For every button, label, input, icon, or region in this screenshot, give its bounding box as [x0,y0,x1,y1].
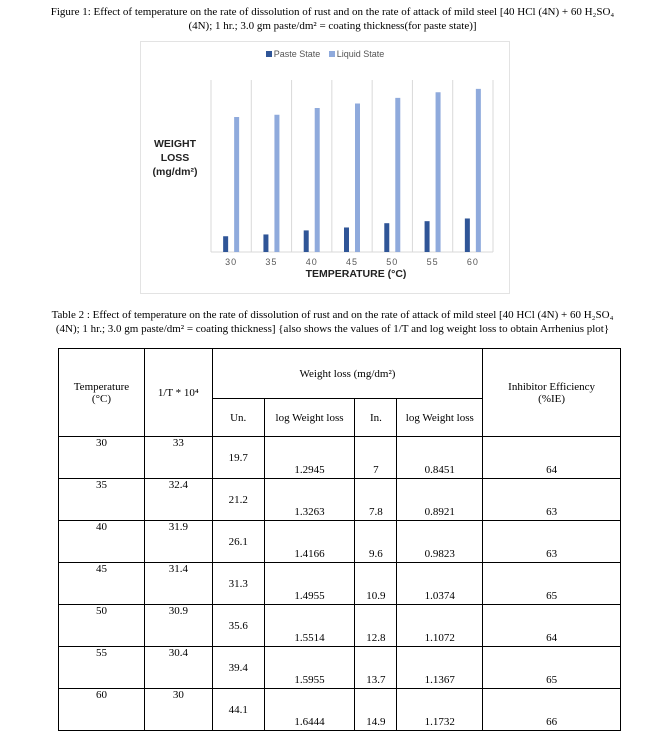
cell-ie: 66 [483,689,621,731]
cell-temperature: 30 [59,437,145,479]
header-temperature [59,349,145,437]
x-tick-label: 55 [426,257,439,267]
y-axis-label-line: (mg/dm²) [152,166,198,178]
legend-label-paste: Paste State [273,49,321,59]
bar-paste-state [384,223,389,252]
header-log-in: log Weight loss [397,399,483,437]
header-inhibitor-efficiency [483,349,621,437]
x-tick-label: 35 [265,257,278,267]
cell-log-in: 1.1072 [397,605,483,647]
cell-in: 10.9 [355,563,397,605]
x-tick-label: 60 [466,257,479,267]
cell-ie: 64 [483,605,621,647]
cell-inverse-t: 33 [144,437,212,479]
bar-liquid-state [476,89,481,252]
cell-in: 7 [355,437,397,479]
header-ie-label: Inhibitor Efficiency [508,380,596,393]
cell-in: 13.7 [355,647,397,689]
cell-inverse-t: 30.9 [144,605,212,647]
cell-inverse-t: 30.4 [144,647,212,689]
table-row [59,563,621,605]
table-caption-line-1: Table 2 : Effect of temperature on the rate of dissolution of rust and on the rate of attack of mild steel [40 HCl (4N) + 60 H₂SO₄ [51,309,614,321]
cell-log-un: 1.5514 [264,605,355,647]
cell-in: 14.9 [355,689,397,731]
legend-label-liquid: Liquid State [336,49,385,59]
cell-log-in: 1.1732 [397,689,483,731]
cell-log-in: 0.8921 [397,479,483,521]
cell-temperature: 35 [59,479,145,521]
cell-ie: 63 [483,479,621,521]
bar-paste-state [304,230,309,252]
header-temperature-label: Temperature [73,380,130,393]
cell-log-in: 1.1367 [397,647,483,689]
table-row [59,521,621,563]
table-row [59,689,621,731]
header-in: In. [355,399,397,437]
table-row [59,479,621,521]
y-axis-label-line: LOSS [160,152,190,164]
cell-temperature: 45 [59,563,145,605]
cell-un: 44.1 [212,689,264,731]
x-tick-label: 40 [305,257,318,267]
figure-caption-line-1: Figure 1: Effect of temperature on the rate of dissolution of rust and on the rate of attack of mild steel [40 HCl (4N) + 60 H₂SO₄ [50,6,615,18]
cell-un: 31.3 [212,563,264,605]
results-table [58,348,621,731]
header-temperature-unit: (°C) [91,392,111,405]
cell-log-in: 0.8451 [397,437,483,479]
cell-log-in: 1.0374 [397,563,483,605]
header-weight-loss: Weight loss (mg/dm²) [212,349,482,399]
bar-liquid-state [274,115,279,252]
bar-paste-state [344,227,349,252]
cell-ie: 64 [483,437,621,479]
bar-paste-state [465,218,470,252]
cell-temperature: 40 [59,521,145,563]
bar-liquid-state [436,92,441,252]
cell-un: 19.7 [212,437,264,479]
cell-temperature: 50 [59,605,145,647]
cell-log-un: 1.3263 [264,479,355,521]
chart-plot-area [141,42,509,293]
cell-inverse-t: 31.9 [144,521,212,563]
cell-in: 9.6 [355,521,397,563]
bar-paste-state [263,234,268,252]
table-caption-line-2: (4N); 1 hr.; 3.0 gm paste/dm² = coating thickness] {also shows the values of 1/T and log weight loss to obtain Arrhenius plot} [55,323,610,335]
cell-log-un: 1.6444 [264,689,355,731]
bar-liquid-state [234,117,239,252]
cell-inverse-t: 31.4 [144,563,212,605]
cell-log-un: 1.2945 [264,437,355,479]
cell-log-in: 0.9823 [397,521,483,563]
cell-temperature: 55 [59,647,145,689]
header-row [59,349,621,399]
x-tick-label: 30 [225,257,238,267]
cell-un: 26.1 [212,521,264,563]
cell-inverse-t: 32.4 [144,479,212,521]
bar-paste-state [425,221,430,252]
bar-liquid-state [315,108,320,252]
bar-chart [140,41,510,294]
figure-caption-line-2: (4N); 1 hr.; 3.0 gm paste/dm² = coating thickness(for paste state)] [188,20,477,32]
y-axis-label-line: WEIGHT [154,138,196,150]
cell-ie: 65 [483,563,621,605]
table-caption [0,308,665,336]
cell-log-un: 1.4166 [264,521,355,563]
cell-temperature: 60 [59,689,145,731]
table-row [59,605,621,647]
cell-in: 12.8 [355,605,397,647]
x-tick-label: 50 [386,257,399,267]
bar-liquid-state [395,98,400,252]
cell-un: 39.4 [212,647,264,689]
x-axis-label: TEMPERATURE (°C) [305,268,407,280]
header-log-un: log Weight loss [264,399,355,437]
table-row [59,437,621,479]
header-inverse-t: 1/T * 10⁴ [144,349,212,437]
figure-caption [0,5,665,33]
bar-liquid-state [355,104,360,253]
bar-paste-state [223,236,228,252]
x-tick-label: 45 [345,257,359,267]
table-row [59,647,621,689]
cell-in: 7.8 [355,479,397,521]
cell-ie: 65 [483,647,621,689]
cell-un: 21.2 [212,479,264,521]
cell-ie: 63 [483,521,621,563]
cell-inverse-t: 30 [144,689,212,731]
header-un: Un. [212,399,264,437]
cell-log-un: 1.5955 [264,647,355,689]
cell-un: 35.6 [212,605,264,647]
header-ie-unit: (%IE) [538,392,566,405]
cell-log-un: 1.4955 [264,563,355,605]
